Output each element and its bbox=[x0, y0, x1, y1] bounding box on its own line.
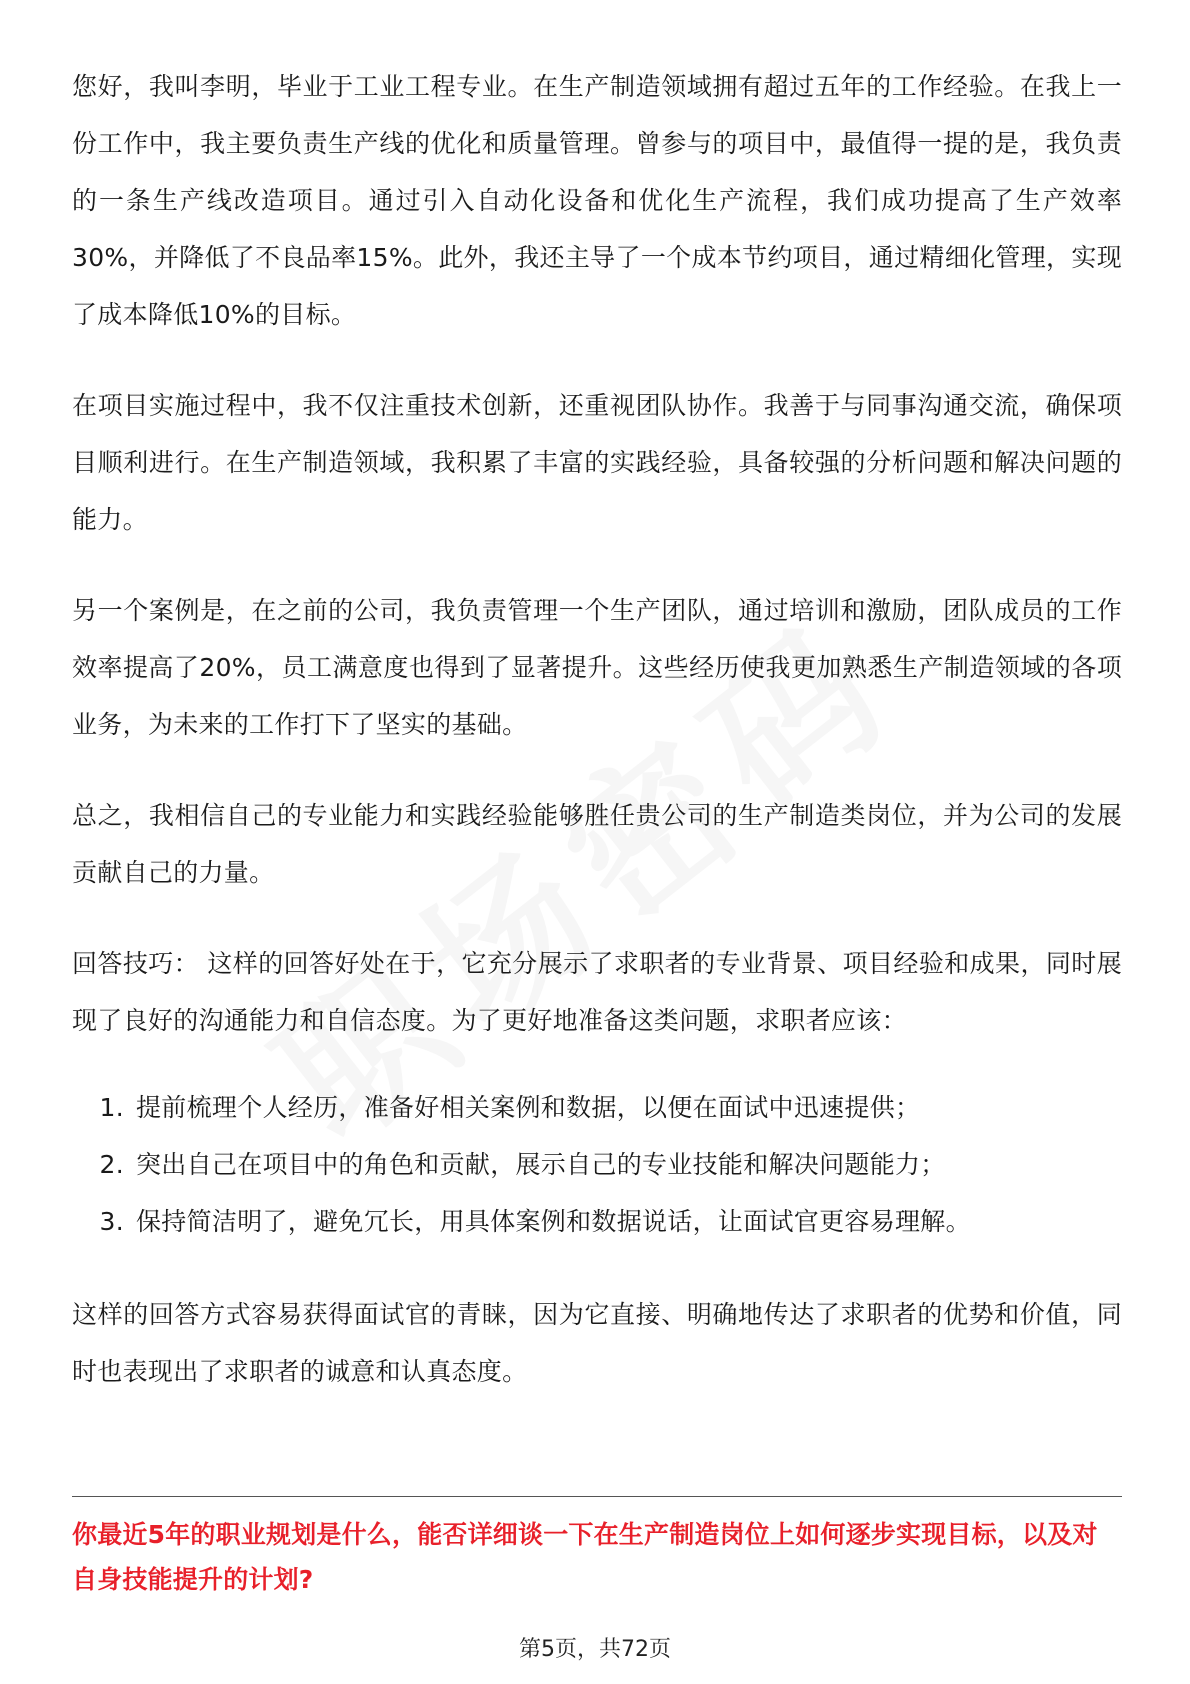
paragraph-case: 另一个案例是，在之前的公司，我负责管理一个生产团队，通过培训和激励，团队成员的工作效率提高了20%，员工满意度也得到了显著提升。这些经历使我更加熟悉生产制造领域的各项业务，为未来的工作打下了坚实的基础。 bbox=[72, 596, 1122, 739]
section-divider bbox=[72, 1496, 1122, 1497]
answer-body bbox=[72, 58, 1122, 1434]
list-item bbox=[72, 1079, 1122, 1136]
list-text: 保持简洁明了，避免冗长，用具体案例和数据说话，让面试官更容易理解。 bbox=[136, 1207, 971, 1236]
paragraph-tips-intro: 回答技巧： 这样的回答好处在于，它充分展示了求职者的专业背景、项目经验和成果，同时展现了良好的沟通能力和自信态度。为了更好地准备这类问题，求职者应该： bbox=[72, 949, 1122, 1035]
list-text: 突出自己在项目中的角色和贡献，展示自己的专业技能和解决问题能力； bbox=[136, 1150, 946, 1179]
next-question: 你最近5年的职业规划是什么，能否详细谈一下在生产制造岗位上如何逐步实现目标，以及对自身技能提升的计划? bbox=[72, 1520, 1098, 1594]
paragraph-teamwork: 在项目实施过程中，我不仅注重技术创新，还重视团队协作。我善于与同事沟通交流，确保项目顺利进行。在生产制造领域，我积累了丰富的实践经验，具备较强的分析问题和解决问题的能力。 bbox=[72, 391, 1122, 534]
list-number: 3. bbox=[99, 1207, 124, 1236]
list-text: 提前梳理个人经历，准备好相关案例和数据，以便在面试中迅速提供； bbox=[136, 1093, 921, 1122]
list-number: 2. bbox=[99, 1150, 124, 1179]
paragraph-summary: 总之，我相信自己的专业能力和实践经验能够胜任贵公司的生产制造类岗位，并为公司的发展贡献自己的力量。 bbox=[72, 801, 1122, 887]
page-footer: 第5页，共72页 bbox=[519, 1637, 671, 1662]
paragraph-intro: 您好，我叫李明，毕业于工业工程专业。在生产制造领域拥有超过五年的工作经验。在我上一份工作中，我主要负责生产线的优化和质量管理。曾参与的项目中，最值得一提的是，我负责的一条生产线改造项目。通过引入自动化设备和优化生产流程，我们成功提高了生产效率30%，并降低了不良品率15%。此外，我还主导了一个成本节约项目，通过精细化管理，实现了成本降低10%的目标。 bbox=[72, 72, 1122, 329]
list-number: 1. bbox=[99, 1093, 124, 1122]
tips-list bbox=[72, 1079, 1122, 1250]
list-item bbox=[72, 1136, 1122, 1193]
paragraph-closing: 这样的回答方式容易获得面试官的青睐，因为它直接、明确地传达了求职者的优势和价值，同时也表现出了求职者的诚意和认真态度。 bbox=[72, 1300, 1122, 1386]
list-item bbox=[72, 1193, 1122, 1250]
